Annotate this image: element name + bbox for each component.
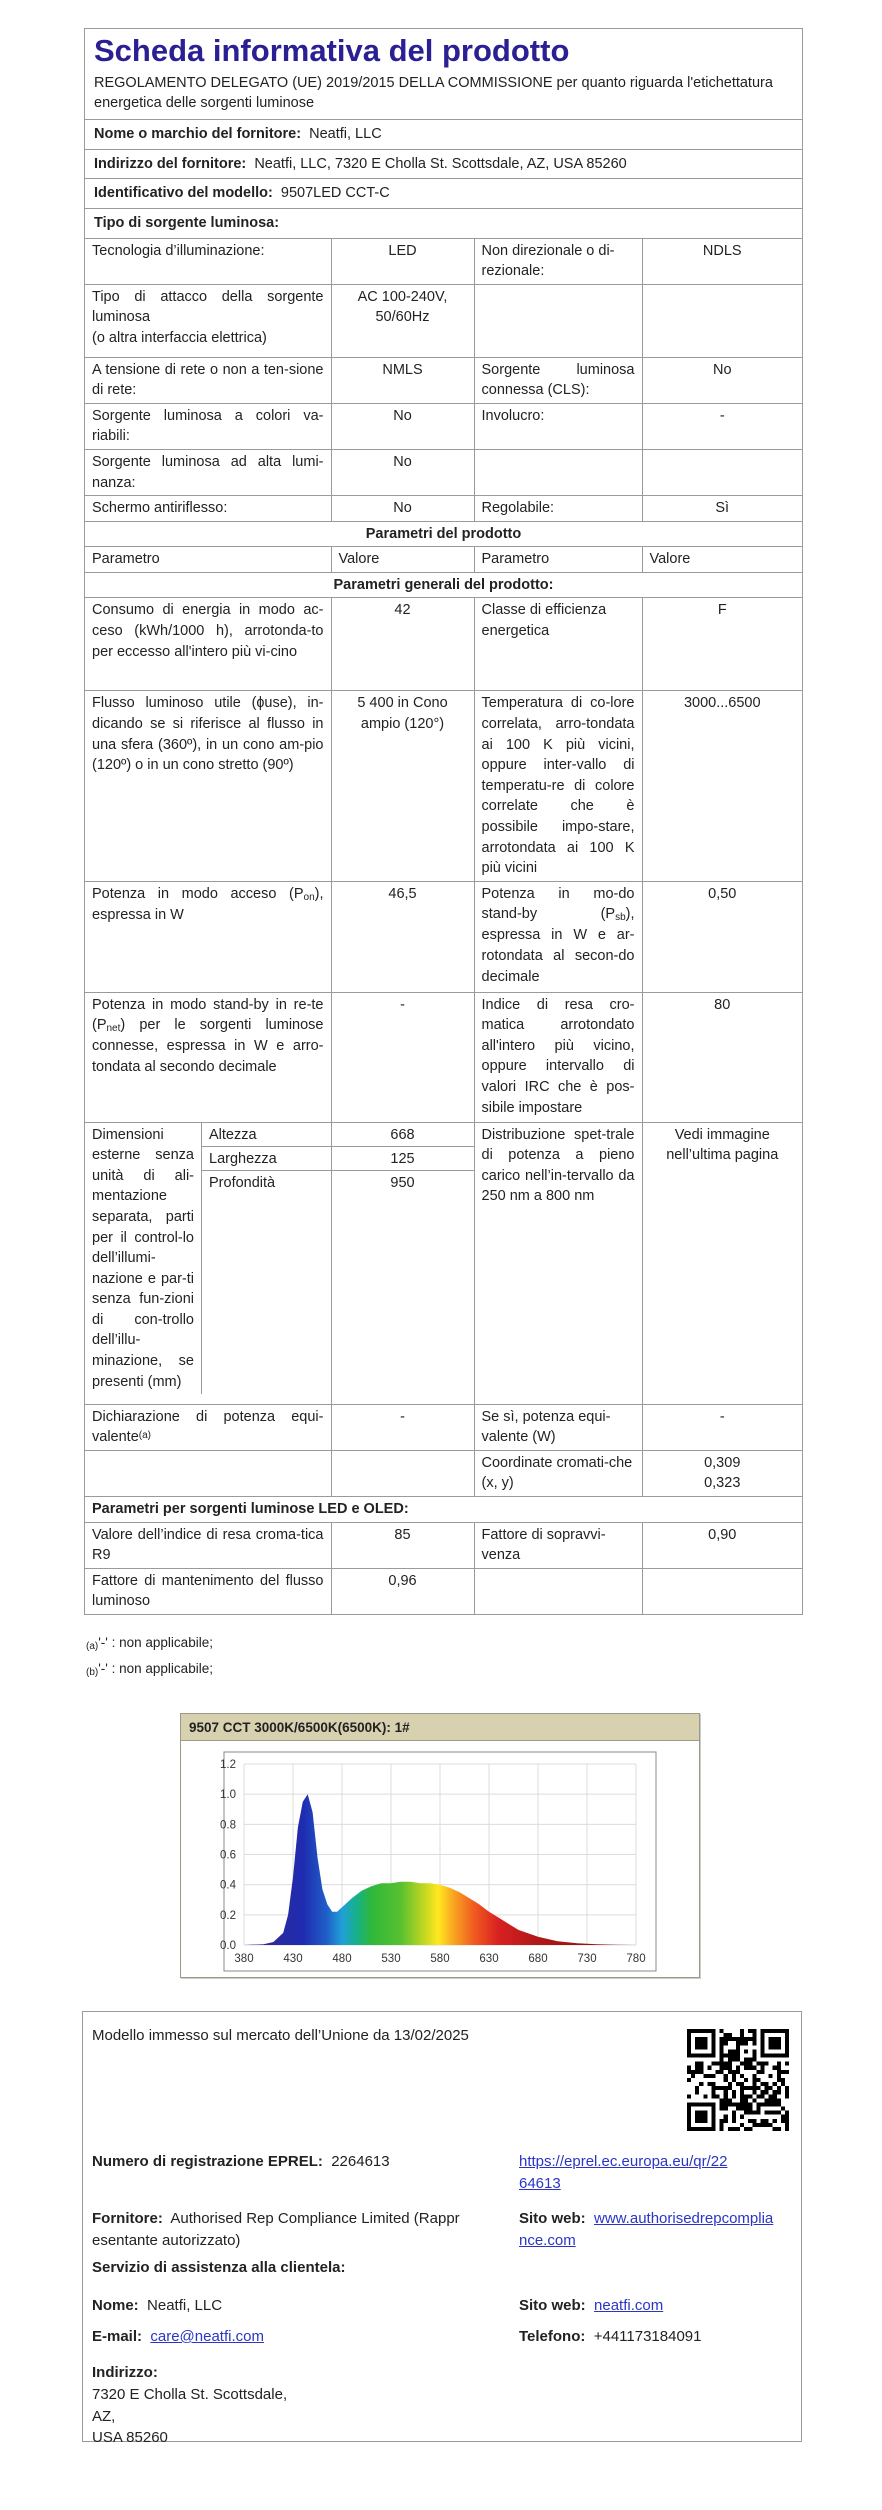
chromaticity-value: [642, 1450, 802, 1496]
nondir-value: NDLS: [642, 239, 802, 285]
anti-glare-label: Schermo antiriflesso:: [85, 496, 331, 522]
eprel-card: [82, 2011, 802, 2447]
supplier-row: Fornitore: Authorised Rep Compliance Limited (Rappr esentante autorizzato): [92, 2210, 460, 2249]
product-params-heading: Parametri del prodotto: [85, 521, 802, 547]
model-id-value: 9507LED CCT-C: [280, 185, 390, 202]
qr-code-icon[interactable]: [687, 2029, 789, 2131]
chromaticity-x: 0,309: [704, 1454, 741, 1471]
on-mode-power-value: 46,5: [331, 881, 474, 992]
illum-tech-value: LED: [331, 239, 474, 285]
regulation-subtitle: REGOLAMENTO DELEGATO (UE) 2019/2015 DELLA COMMISSIONE per quanto riguarda l'etichettatura energetica delle sorgenti luminose: [94, 74, 773, 111]
name-row: Nome: Neatfi, LLC: [92, 2297, 223, 2314]
footnote-a: $^{(a)}$'-' : non applicabile;: [86, 1635, 213, 1652]
x-tick-label: 580: [430, 1953, 450, 1965]
r9-label: Valore dell’indice di resa croma-tica R9: [85, 1522, 331, 1568]
param-header-1: Parametro: [85, 547, 331, 573]
high-luminance-value: No: [331, 450, 474, 496]
cri-value: 80: [642, 992, 802, 1122]
supplier-web-link[interactable]: www.authorisedrepcomplia nce.com: [519, 2210, 774, 2249]
dimensions-label: Dimensioni esterne senza unità di ali-mentazione separata, parti per il control-lo dell’illumi-nazione e par-ti senza fun-zioni di con-trollo dell’illu-minazione, se presenti (mm): [85, 1123, 202, 1395]
equivalent-watt-label: Se sì, potenza equi-valente (W): [474, 1404, 642, 1450]
eprel-number: 2264613: [331, 2153, 390, 2170]
supplier-name-row: [85, 119, 802, 149]
energy-consumption-label: Consumo di energia in modo ac-ceso (kWh/1000 h), arrotonda-to per eccesso all'intero più vi-cino: [85, 598, 331, 691]
x-tick-label: 730: [577, 1953, 597, 1965]
illum-tech-label: Tecnologia d’illuminazione:: [85, 239, 331, 285]
cap-type-value: AC 100-240V, 50/60Hz: [331, 284, 474, 357]
eprel-row: Numero di registrazione EPREL: 2264613: [92, 2153, 390, 2170]
y-tick-label: 0.2: [220, 1909, 236, 1922]
y-tick-label: 0.8: [220, 1819, 236, 1832]
model-id-label: Identificativo del modello:: [94, 185, 273, 202]
energy-consumption-value: 42: [331, 598, 474, 691]
placed-on-market: Modello immesso sul mercato dell’Unione da 13/02/2025: [92, 2027, 469, 2044]
general-params-heading: Parametri generali del prodotto:: [85, 572, 802, 598]
model-id-row: [85, 178, 802, 208]
value-header-1: Valore: [331, 547, 474, 573]
cls-value: No: [642, 357, 802, 403]
source-type-label: Tipo di sorgente luminosa:: [94, 214, 280, 231]
led-params-heading: Parametri per sorgenti luminose LED e OLED:: [85, 1497, 802, 1523]
x-tick-label: 530: [381, 1953, 401, 1965]
chart-title: 9507 CCT 3000K/6500K(6500K): 1#: [181, 1714, 699, 1741]
supplier-name-value: Neatfi, LLC: [309, 126, 382, 143]
y-tick-label: 0.4: [220, 1879, 236, 1892]
useful-flux-value: 5 400 in Cono ampio (120°): [331, 691, 474, 881]
survival-factor-value: 0,90: [642, 1522, 802, 1568]
name-value: Neatfi, LLC: [147, 2297, 223, 2314]
y-tick-label: 0.0: [220, 1940, 236, 1952]
networked-standby-label: Potenza in modo stand-by in re-te $(P_{net})$ per le sorgenti luminose connesse, espressa in W e arro-tondata al secondo decimale: [85, 992, 331, 1122]
r9-value: 85: [331, 1522, 474, 1568]
survival-factor-label: Fattore di sopravvi-venza: [474, 1522, 642, 1568]
useful-flux-label: Flusso luminoso utile (ɸuse), in-dicando se si riferisce al flusso in una sfera (360º), in un cono am-pio (120º) o in un cono stretto (90º): [85, 691, 331, 881]
dimmable-value: Sì: [642, 496, 802, 522]
standby-power-value: 0,50: [642, 881, 802, 992]
value-header-2: Valore: [642, 547, 802, 573]
footnote-b: $^{(b)}$'-' : non applicabile;: [86, 1660, 213, 1678]
height-value: 668: [332, 1123, 474, 1147]
cls-label: Sorgente luminosa connessa (CLS):: [474, 357, 642, 403]
equivalent-power-value: -: [331, 1404, 474, 1450]
chromaticity-y: 0,323: [704, 1475, 741, 1492]
width-label: Larghezza: [202, 1147, 331, 1171]
width-value: 125: [332, 1147, 474, 1171]
y-tick-label: 1.0: [220, 1789, 236, 1802]
equivalent-power-label: Dichiarazione di potenza equi-valente$^{(a)}$: [85, 1404, 331, 1450]
standby-power-label: Potenza in mo-do stand-by $(P_{sb})$, espressa in W e ar-rotondata al secon-do decimale: [474, 881, 642, 992]
spd-value: Vedi immagine nell’ultima pagina: [642, 1122, 802, 1404]
dimmable-label: Regolabile:: [474, 496, 642, 522]
supplier-web-row: Sito web: www.authorisedrepcomplia nce.com: [519, 2210, 774, 2249]
x-tick-label: 480: [332, 1953, 352, 1965]
envelope-label: Involucro:: [474, 403, 642, 449]
source-type-row: [85, 208, 802, 239]
spd-label: Distribuzione spet-trale di potenza a pieno carico nell’in-tervallo da 250 nm a 800 nm: [474, 1122, 642, 1404]
supplier-address-row: [85, 149, 802, 179]
param-header-2: Parametro: [474, 547, 642, 573]
phone-value: +441173184091: [593, 2328, 702, 2345]
source-table: [85, 239, 802, 1615]
service-web-row: Sito web: neatfi.com: [519, 2297, 664, 2314]
on-mode-power-label: Potenza in modo acceso $(P_{on})$, espressa in W: [85, 881, 331, 992]
dimensions-values: [331, 1122, 474, 1404]
y-tick-label: 1.2: [220, 1759, 236, 1771]
cri-label: Indice di resa cro-matica arrotondato all'intero più vicino, oppure intervallo di valori IRC che è pos-sibile impostare: [474, 992, 642, 1122]
color-tunable-label: Sorgente luminosa a colori va-riabili:: [85, 403, 331, 449]
phone-row: Telefono: +441173184091: [519, 2328, 702, 2345]
cct-value: 3000...6500: [642, 691, 802, 881]
cap-type-label: [85, 284, 331, 357]
x-tick-label: 380: [234, 1953, 254, 1965]
email-row: E-mail: care@neatfi.com: [92, 2328, 264, 2345]
energy-class-value: F: [642, 598, 802, 691]
mains-value: NMLS: [331, 357, 474, 403]
spectral-distribution-chart: [180, 1713, 700, 1978]
footnotes: [86, 1633, 213, 1680]
supplier-address-value: Neatfi, LLC, 7320 E Cholla St. Scottsdale, AZ, USA 85260: [254, 155, 627, 172]
address-block: Indirizzo: 7320 E Cholla St. Scottsdale, AZ, USA 85260: [92, 2364, 288, 2447]
dimensions-cell: [85, 1122, 331, 1404]
customer-service-heading: Servizio di assistenza alla clientela:: [92, 2259, 346, 2276]
nondir-label: Non direzionale o di-rezionale:: [474, 239, 642, 285]
service-web-link[interactable]: neatfi.com: [594, 2297, 664, 2314]
cct-label: Temperatura di co-lore correlata, arro-tondata ai 100 K più vicini, oppure inter-vallo di temperatu-re di colore correlate che è possibile impo-stare, arrotondata ai 100 K più vicini: [474, 691, 642, 881]
cap-type-label-note: (o altra interfaccia elettrica): [92, 329, 267, 346]
depth-value: 950: [390, 1174, 415, 1191]
networked-standby-value: -: [331, 992, 474, 1122]
anti-glare-value: No: [331, 496, 474, 522]
lumen-maintenance-label: Fattore di mantenimento del flusso luminoso: [85, 1568, 331, 1614]
x-tick-label: 430: [283, 1953, 303, 1965]
envelope-value: -: [642, 403, 802, 449]
supplier-value: Authorised Rep Compliance Limited (Rappr esentante autorizzato): [92, 2210, 460, 2249]
height-label: Altezza: [202, 1123, 331, 1147]
color-tunable-value: No: [331, 403, 474, 449]
equivalent-watt-value: -: [642, 1404, 802, 1450]
energy-class-label: Classe di efficienza energetica: [474, 598, 642, 691]
high-luminance-label: Sorgente luminosa ad alta lumi-nanza:: [85, 450, 331, 496]
chart-plot: [181, 1741, 699, 1977]
supplier-name-label: Nome o marchio del fornitore:: [94, 126, 302, 143]
lumen-maintenance-value: 0,96: [331, 1568, 474, 1614]
product-information-sheet: [84, 28, 803, 1615]
supplier-address-label: Indirizzo del fornitore:: [94, 155, 247, 172]
eprel-link[interactable]: https://eprel.ec.europa.eu/qr/22 64613: [519, 2153, 728, 2192]
x-tick-label: 780: [626, 1953, 646, 1965]
chromaticity-label: Coordinate cromati-che (x, y): [474, 1450, 642, 1496]
page-title: Scheda informativa del prodotto: [94, 33, 570, 68]
depth-label: Profondità: [209, 1174, 276, 1191]
x-tick-label: 630: [479, 1953, 499, 1965]
email-link[interactable]: care@neatfi.com: [150, 2328, 264, 2345]
mains-label: A tensione di rete o non a ten-sione di rete:: [85, 357, 331, 403]
x-tick-label: 680: [528, 1953, 548, 1965]
cap-type-label-main: Tipo di attacco della sorgente luminosa: [92, 288, 324, 326]
y-tick-label: 0.6: [220, 1849, 236, 1862]
